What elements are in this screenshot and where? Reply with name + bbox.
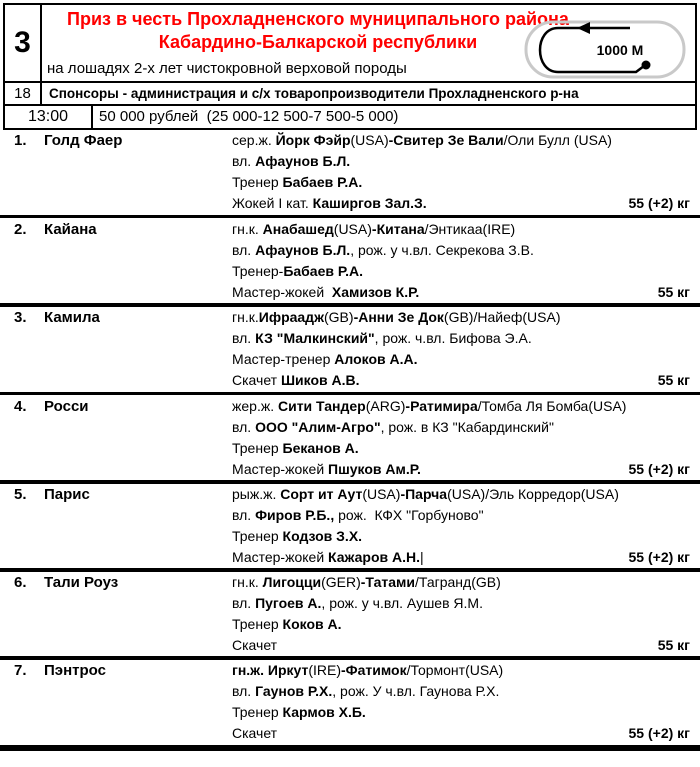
entry-row: [0, 572, 700, 656]
text-segment: /Оли Булл (USA): [503, 132, 612, 148]
start-point-dot: [642, 61, 651, 70]
text-segment: /Тормонт(USA): [406, 662, 504, 678]
horse-name: Тали Роуз: [44, 574, 119, 591]
text-segment: рыж.ж.: [232, 486, 281, 502]
text-segment: Лигоцци: [262, 574, 322, 590]
entry-separator: [0, 215, 700, 218]
start-time: 13:00: [5, 106, 93, 128]
entry-details: [232, 307, 700, 391]
text-segment: Мастер-жокей: [232, 284, 332, 300]
text-segment: гн.к.: [232, 574, 263, 590]
horse-name: Камила: [44, 309, 100, 326]
header-title-row: [5, 5, 695, 81]
race-title-block: [42, 8, 594, 54]
text-segment: Мастер-жокей: [232, 461, 329, 477]
race-title-line1: Приз в честь Прохладненского муниципального района: [67, 9, 569, 29]
text-segment: Пшуков Ам.Р.: [328, 461, 421, 477]
text-segment: -Фатимок: [341, 662, 407, 678]
trainer-line: [232, 261, 700, 282]
race-number: 3: [14, 26, 31, 59]
text-segment: вл.: [232, 330, 256, 346]
text-segment: Мастер-тренер: [232, 351, 335, 367]
text-segment: (GER): [321, 574, 361, 590]
pedigree-line: [232, 572, 700, 593]
text-segment: жер.ж.: [232, 398, 278, 414]
sponsor-text: Спонсоры - администрация и с/х товаропроизводители Прохладненского р-на: [49, 86, 579, 101]
text-segment: вл.: [232, 153, 256, 169]
text-segment: Тренер-: [232, 263, 284, 279]
text-segment: Скачет: [232, 372, 281, 388]
race-header-table: [3, 3, 697, 130]
trainer-line: [232, 614, 700, 635]
direction-arrow-icon: [577, 22, 590, 34]
entry-details: [232, 396, 700, 480]
entry-row: [0, 660, 700, 744]
jockey-line: [232, 459, 700, 480]
prize-money: 50 000 рублей (25 000-12 500-7 500-5 000): [99, 108, 399, 125]
entry-row: [0, 484, 700, 568]
text-segment: |: [420, 549, 424, 565]
pedigree-line: [232, 307, 700, 328]
text-segment: -Татами: [360, 574, 416, 590]
trainer-line: [232, 438, 700, 459]
text-segment: /Тагранд(GB): [415, 574, 501, 590]
pedigree-line: [232, 396, 700, 417]
text-segment: Тренер: [232, 704, 283, 720]
trainer-line: [232, 526, 700, 547]
owner-line: [232, 417, 700, 438]
horse-name: Голд Фаер: [44, 132, 123, 149]
weight-label: 55 (+2) кг: [628, 549, 690, 565]
jockey-line: [232, 193, 700, 214]
text-segment: (GB)/Найеф(USA): [443, 309, 561, 325]
track-diagram-icon: [522, 17, 690, 81]
trainer-line: [232, 702, 700, 723]
text-segment: Сити Тандер: [277, 398, 366, 414]
text-segment: -Ратимира: [405, 398, 478, 414]
text-segment: гн.к.: [232, 309, 259, 325]
text-segment: вл.: [232, 242, 256, 258]
jockey-line: [232, 282, 700, 303]
entries-list: [0, 130, 700, 744]
text-segment: рож. КФХ "Горбуново": [334, 507, 484, 523]
pedigree-line: [232, 130, 700, 151]
text-segment: Пугоев А.: [255, 595, 322, 611]
text-segment: Тренер: [232, 528, 283, 544]
header-main-cell: [42, 5, 695, 81]
text-segment: Бабаев Р.А.: [283, 263, 364, 279]
entry-number: 1.: [14, 132, 27, 149]
entry-number: 5.: [14, 486, 27, 503]
text-segment: КЗ "Малкинский": [255, 330, 375, 346]
text-segment: Беканов А.: [282, 440, 359, 456]
text-segment: Хамизов К.Р.: [331, 284, 420, 300]
text-segment: Афаунов Б.Л.: [255, 153, 351, 169]
jockey-line: [232, 370, 700, 391]
text-segment: -Анни Зе Док: [353, 309, 444, 325]
text-segment: Мастер-жокей: [232, 549, 329, 565]
weight-label: 55 кг: [657, 284, 690, 300]
text-segment: Скачет: [232, 637, 278, 653]
text-segment: Ифраадж: [258, 309, 324, 325]
owner-line: [232, 681, 700, 702]
time-prize-row: [5, 104, 695, 128]
text-segment: Шиков А.В.: [280, 372, 360, 388]
text-segment: гн.ж.: [232, 662, 268, 678]
jockey-line: [232, 635, 700, 656]
weight-label: 55 (+2) кг: [628, 725, 690, 741]
weight-label: 55 кг: [657, 637, 690, 653]
text-segment: Анабашед: [262, 221, 334, 237]
race-title-line2: Кабардино-Балкарской республики: [158, 32, 478, 52]
entry-details: [232, 484, 700, 568]
owner-line: [232, 505, 700, 526]
pedigree-line: [232, 660, 700, 681]
text-segment: (ARG): [365, 398, 406, 414]
text-segment: сер.ж.: [232, 132, 276, 148]
horse-name: Пэнтрос: [44, 662, 106, 679]
text-segment: Сорт ит Аут: [280, 486, 363, 502]
text-segment: Кажаров А.Н.: [328, 549, 421, 565]
weight-label: 55 (+2) кг: [628, 195, 690, 211]
text-segment: вл.: [232, 683, 256, 699]
text-segment: , рож. ч.вл. Бифова Э.А.: [374, 330, 532, 346]
entry-row: [0, 307, 700, 391]
text-segment: (GB): [324, 309, 354, 325]
text-segment: Жокей I кат.: [232, 195, 313, 211]
jockey-line: [232, 547, 700, 568]
text-segment: Кармов Х.Б.: [282, 704, 366, 720]
horse-name: Росси: [44, 398, 89, 415]
owner-line: [232, 151, 700, 172]
text-segment: Афаунов Б.Л.: [255, 242, 351, 258]
text-segment: Кодзов З.Х.: [282, 528, 363, 544]
entry-number: 4.: [14, 398, 27, 415]
race-conditions: на лошадях 2-х лет чистокровной верховой породы: [47, 60, 407, 77]
text-segment: /Томба Ля Бомба(USA): [477, 398, 627, 414]
entry-details: [232, 572, 700, 656]
horse-name: Парис: [44, 486, 90, 503]
text-segment: Тренер: [232, 616, 283, 632]
text-segment: (USA): [350, 132, 389, 148]
text-segment: Иркут: [267, 662, 309, 678]
text-segment: Алоков А.А.: [334, 351, 418, 367]
text-segment: вл.: [232, 507, 256, 523]
text-segment: вл.: [232, 419, 256, 435]
text-segment: , рож. у ч.вл. Секрекова З.В.: [350, 242, 534, 258]
text-segment: ООО "Алим-Агро": [255, 419, 381, 435]
text-segment: , рож. У ч.вл. Гаунова Р.Х.: [332, 683, 500, 699]
text-segment: Гаунов Р.Х.: [255, 683, 333, 699]
pedigree-line: [232, 484, 700, 505]
trainer-line: [232, 349, 700, 370]
secondary-number: 18: [5, 83, 42, 104]
text-segment: гн.к.: [232, 221, 263, 237]
text-segment: -Свитер Зе Вали: [388, 132, 504, 148]
text-segment: Коков А.: [282, 616, 342, 632]
text-segment: Тренер: [232, 440, 283, 456]
text-segment: Йорк Фэйр: [275, 132, 351, 148]
text-segment: (IRE): [308, 662, 341, 678]
text-segment: (USA): [333, 221, 372, 237]
sponsor-row: [5, 81, 695, 104]
entry-row: [0, 396, 700, 480]
distance-label: 1000 М: [596, 42, 644, 58]
entry-number: 2.: [14, 221, 27, 238]
entry-number: 3.: [14, 309, 27, 326]
entry-row: [0, 130, 700, 214]
entry-separator: [0, 392, 700, 395]
text-segment: /Энтикаа(IRE): [424, 221, 516, 237]
text-segment: Каширгов Зал.З.: [312, 195, 427, 211]
weight-label: 55 (+2) кг: [628, 461, 690, 477]
text-segment: вл.: [232, 595, 256, 611]
text-segment: , рож. в КЗ "Кабардинский": [380, 419, 554, 435]
text-segment: Бабаев Р.А.: [282, 174, 363, 190]
weight-label: 55 кг: [657, 372, 690, 388]
entry-details: [232, 219, 700, 303]
entry-details: [232, 660, 700, 744]
bottom-rule: [0, 745, 700, 751]
entry-number: 7.: [14, 662, 27, 679]
pedigree-line: [232, 219, 700, 240]
entry-details: [232, 130, 700, 214]
horse-name: Кайана: [44, 221, 97, 238]
text-segment: -Парча: [400, 486, 448, 502]
owner-line: [232, 240, 700, 261]
text-segment: , рож. у ч.вл. Аушев Я.М.: [321, 595, 483, 611]
text-segment: (USA)/Эль Корредор(USA): [447, 486, 619, 502]
trainer-line: [232, 172, 700, 193]
text-segment: (USA): [362, 486, 401, 502]
text-segment: Тренер: [232, 174, 283, 190]
entry-row: [0, 219, 700, 303]
race-number-cell: [5, 5, 42, 81]
jockey-line: [232, 723, 700, 744]
text-segment: -Китана: [371, 221, 425, 237]
owner-line: [232, 593, 700, 614]
text-segment: Фиров Р.Б.,: [255, 507, 335, 523]
text-segment: Скачет: [232, 725, 278, 741]
owner-line: [232, 328, 700, 349]
entry-number: 6.: [14, 574, 27, 591]
